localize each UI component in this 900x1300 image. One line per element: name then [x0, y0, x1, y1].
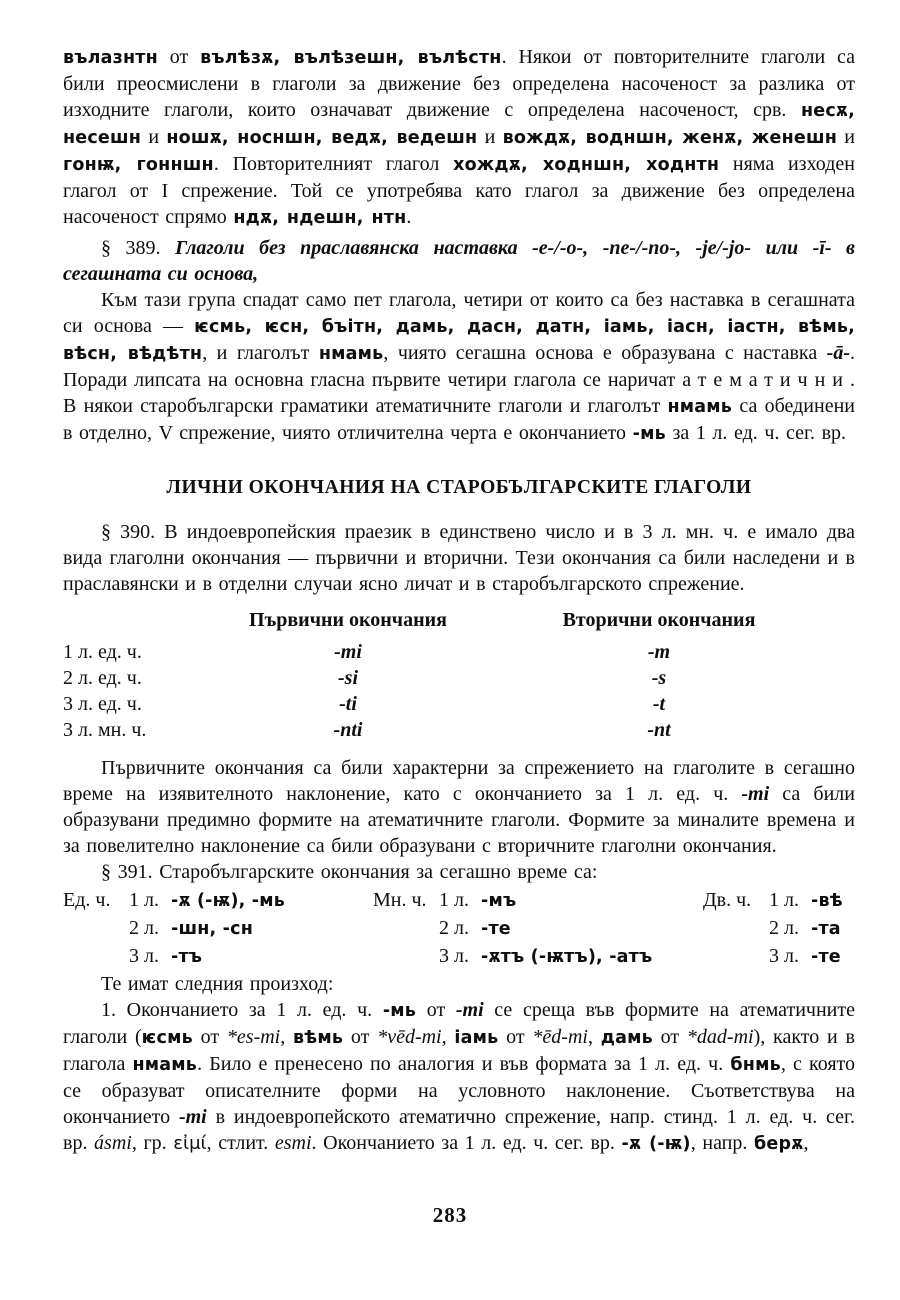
- table-row-person: 2 л. ед. ч.: [63, 667, 142, 689]
- ending-value: -ѫтъ (-ѭтъ), -атъ: [481, 947, 653, 967]
- endings-row: [373, 887, 703, 915]
- endings-row: [373, 915, 703, 943]
- number-label: Ед. ч.: [63, 889, 111, 911]
- section-391-intro: § 391. Старобългарските окончания за сегашно време са:: [101, 861, 598, 883]
- endings-row: [63, 887, 373, 915]
- section-390: § 390. В индоевропейския праезик в единствено число и в 3 л. мн. ч. е имало два вида глаголни окончания — първични и вторични. Тези окончания са били наследени и в праславянски и в отделни случаи ясно личат и в старобългарското спрежение.: [63, 521, 855, 595]
- endings-row: [703, 915, 855, 943]
- column-header-secondary: Вторични окончания: [562, 609, 756, 631]
- ending-value: -шн, -сн: [171, 919, 254, 939]
- origin-item-1: 1. Окончанието за 1 л. ед. ч. -мь от -mi се среща във формите на атематичните глаголи (ѥсмь от *es-mi, вѣмь от *vēd-mi, іамь от *ēd-mi, дамь от *dad-mi), както и в глагола нмамь. Било е пренесено по аналогия и във формата за 1 л. ед. ч. бнмь, с която се образуват описателните форми на условното наклонение. Съответствува на окончанието -mi в индоевропейското атематично спрежение, напр. стинд. 1 л. ед. ч. сег. вр. ásmi, гр. εἰμί, стлит. esmi. Окончанието за 1 л. ед. ч. сег. вр. -ѫ (-ѭ), напр. берѫ,: [63, 999, 856, 1154]
- table-row-person: 3 л. мн. ч.: [63, 719, 147, 741]
- table-cell-primary: -ti: [339, 693, 357, 715]
- endings-row: [703, 887, 855, 915]
- endings-row: [703, 943, 855, 971]
- number-label: Мн. ч.: [373, 889, 427, 911]
- person-label: 2 л.: [769, 917, 799, 939]
- ending-value: -мъ: [481, 891, 517, 911]
- present-tense-endings-table: [63, 887, 855, 971]
- person-label: 3 л.: [769, 945, 799, 967]
- table-cell-secondary: -s: [651, 667, 667, 689]
- person-label: 1 л.: [129, 889, 159, 911]
- primary-secondary-endings-table: [63, 607, 855, 743]
- person-label: 2 л.: [129, 917, 159, 939]
- endings-row: [63, 915, 373, 943]
- ending-value: -вѣ: [811, 891, 843, 911]
- ending-value: -та: [811, 919, 841, 939]
- table-row-person: 1 л. ед. ч.: [63, 641, 142, 663]
- person-label: 1 л.: [769, 889, 799, 911]
- endings-column-dual: [703, 887, 855, 971]
- paragraph-continuation: вълазнтн от вълѣзѫ, вълѣзешн, вълѣстн. Някои от повторителните глаголи са били преосмислени в глаголи за движение без определена насоченост за разлика от изходните глаголи, които означават движение с определена насоченост, срв. несѫ, несешн и ношѫ, носншн, ведѫ, ведешн и вождѫ, водншн, женѫ, женешн и гонѭ, гонншн. Повторителният глагол хождѫ, ходншн, ходнтн няма изходен глагол от I спрежение. Той се употребява като глагол за движение без определена насоченост спрямо ндѫ, ндешн, нтн.: [63, 46, 856, 228]
- person-label: 2 л.: [439, 917, 469, 939]
- ending-value: -тъ: [171, 947, 203, 967]
- table-cell-secondary: -m: [647, 641, 671, 663]
- table-cell-secondary: -nt: [647, 719, 671, 741]
- person-label: 3 л.: [129, 945, 159, 967]
- number-label: Дв. ч.: [703, 889, 752, 911]
- endings-column-singular: [63, 887, 373, 971]
- paragraph-primary-note: Първичните окончания са били характерни за спрежението на глаголите в сегашно време на изявителното наклонение, като с окончанието за 1 л. ед. ч. -mi са били образувани предимно формите на атематичните глаголи. Формите за миналите времена и за повелително наклонение са били образувани с вторичните глаголни окончания.: [63, 757, 855, 857]
- page-number: 283: [432, 1203, 468, 1227]
- table-cell-secondary: -t: [652, 693, 666, 715]
- ending-value: -те: [811, 947, 841, 967]
- column-header-primary: Първични окончания: [249, 609, 447, 631]
- table-corner-spacer: [63, 607, 233, 639]
- table-cell-primary: -mi: [334, 641, 362, 663]
- person-label: 1 л.: [439, 889, 469, 911]
- table-cell-primary: -si: [338, 667, 358, 689]
- section-389-heading: § 389. Глаголи без праславянска наставка -e-/-o-, -ne-/-no-, -je/-jo- или -ī- в сегашната си основа,: [63, 237, 855, 285]
- section-389-body: Към тази група спадат само пет глагола, четири от които са без наставка в сегашната си основа — ѥсмь, ѥсн, бъітн, дамь, дасн, датн, іамь, іасн, іастн, вѣмь, вѣсн, вѣдѣтн, и глаголът нмамь, чиято сегашна основа е образувана с наставка -ā-. Поради липсата на основна гласна първите четири глагола се наричат атематични. В някои старобългарски граматики атематичните глаголи и глаголът нмамь са обединени в отделно, V спрежение, чиято отличителна черта е окончанието -мь за 1 л. ед. ч. сег. вр.: [63, 289, 855, 444]
- ending-value: -те: [481, 919, 511, 939]
- table-cell-primary: -nti: [333, 719, 363, 741]
- ending-value: -ѫ (-ѭ), -мь: [171, 891, 286, 911]
- endings-column-plural: [373, 887, 703, 971]
- endings-row: [63, 943, 373, 971]
- page-title: ЛИЧНИ ОКОНЧАНИЯ НА СТАРОБЪЛГАРСКИТЕ ГЛАГОЛИ: [166, 477, 752, 498]
- origin-intro: Те имат следния произход:: [101, 973, 334, 995]
- endings-row: [373, 943, 703, 971]
- table-row-person: 3 л. ед. ч.: [63, 693, 142, 715]
- person-label: 3 л.: [439, 945, 469, 967]
